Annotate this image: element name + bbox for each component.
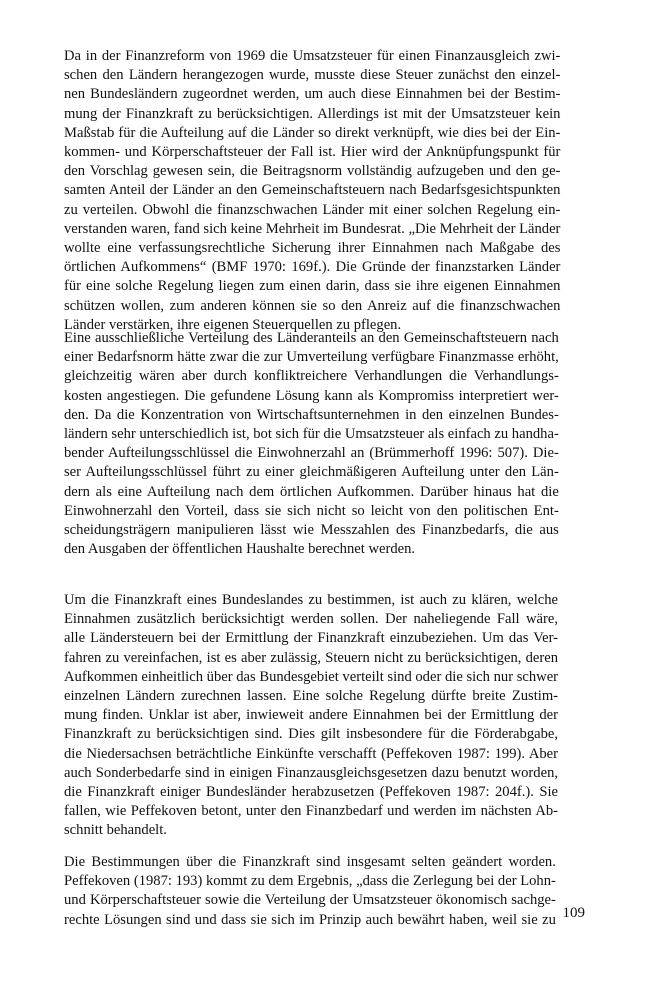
text-line: gleichzeitig wären aber durch konfliktreichere Verhandlungen die Verhandlungs- — [64, 368, 559, 385]
text-line: schnitt behandelt. — [64, 822, 167, 839]
text-line: verstanden waren, fand sich keine Mehrheit im Bundesrat. „Die Mehrheit der Länder — [64, 220, 561, 237]
text-line: Maßstab für die Aufteilung auf die Länder so direkt verknüpft, wie dies bei der Ein- — [64, 124, 561, 141]
text-line: Einwohnerzahl den Vorteil, dass sie sich nicht so leicht von den politischen Ent- — [64, 502, 559, 519]
text-line: alle Ländersteuern bei der Ermittlung der Finanzkraft einzubeziehen. Um das Ver- — [64, 630, 559, 647]
paragraph-3 — [64, 591, 558, 841]
text-line: Die Bestimmungen über die Finanzkraft sind insgesamt selten geändert worden. — [64, 854, 556, 870]
text-line: scheidungsträgern manipulieren lässt wie Messzahlen des Finanzbedarfs, die aus — [64, 522, 559, 539]
text-line: und Körperschaftsteuer sowie die Verteilung der Umsatzsteuer ökonomisch sachge- — [64, 892, 556, 909]
text-line: fahren zu vereinfachen, ist es aber zulässig, Steuern nicht zu berücksichtigen, deren — [64, 649, 559, 666]
text-line: samten Anteil der Länder an den Gemeinschaftsteuern nach Bedarfsgesichtspunkten — [64, 182, 561, 199]
text-line: Peffekoven (1987: 193) kommt zu dem Ergebnis, „dass die Zerlegung bei der Lohn- — [64, 873, 556, 890]
paragraph-1 — [64, 47, 560, 335]
text-line: Um die Finanzkraft eines Bundeslandes zu bestimmen, ist auch zu klären, welche — [64, 592, 559, 608]
text-line: Länder verstärken, ihre eigenen Steuerquellen zu pflegen. — [64, 316, 402, 333]
text-line: den. Da die Konzentration von Wirtschaftsunternehmen in den einzelnen Bundes- — [64, 406, 559, 423]
text-line: ser Aufteilungsschlüssel führt zu einer gleichmäßigeren Aufteilung unter den Län- — [64, 464, 559, 481]
text-line: Eine ausschließliche Verteilung des Länderanteils an den Gemeinschaftsteuern nach — [64, 330, 559, 346]
paragraph-2 — [64, 329, 559, 559]
text-line: wollte eine verfassungsrechtliche Sicherung ihrer Einnahmen nach Maßgabe des — [64, 240, 561, 257]
text-line: örtlichen Aufkommens“ (BMF 1970: 169f.). Die Gründe der finanzstarken Länder — [64, 259, 561, 276]
text-line: ländern sehr unterschiedlich ist, bot sich für die Umsatzsteuer als einfach zu handha- — [64, 426, 559, 443]
text-line: für eine solche Regelung liegen zum einen darin, dass sie ihre eigenen Einnahmen — [64, 278, 561, 295]
text-line: fallen, wie Peffekoven betont, unter den Finanzbedarf und werden im nächsten Ab- — [64, 803, 559, 820]
text-line: dern als eine Aufteilung nach dem örtlichen Aufkommen. Darüber hinaus hat die — [64, 483, 559, 500]
text-line: schen den Ländern herangezogen wurde, musste diese Steuer zunächst den einzel- — [64, 67, 561, 84]
text-line: einzelnen Ländern zurechnen lassen. Eine solche Regelung dürfte breite Zustim- — [64, 688, 559, 705]
text-line: schützen wollen, zum anderen können sie so den Anreiz auf die finanzschwachen — [64, 297, 561, 314]
text-line: Aufkommen einheitlich über das Bundesgebiet verteilt sind oder die sich nur schwer — [64, 668, 559, 685]
text-line: zu verteilen. Obwohl die finanzschwachen Länder mit einer solchen Regelung ein- — [64, 201, 561, 218]
text-line: die Niedersachsen beträchtliche Einkünfte verschafft (Peffekoven 1987: 199). Aber — [64, 745, 559, 762]
text-line: kosten angestiegen. Die gefundene Lösung kann als Kompromiss interpretiert wer- — [64, 387, 559, 404]
text-line: einer Bedarfsnorm hätte zwar die zur Umverteilung verfügbare Finanzmasse erhöht, — [64, 349, 559, 366]
page-number: 109 — [562, 905, 585, 921]
paragraph-4 — [64, 853, 556, 930]
text-line: kommen- und Körperschaftsteuer der Fall ist. Hier wird der Anknüpfungspunkt für — [64, 144, 561, 161]
text-line: auch Sonderbedarfe sind in einigen Finanzausgleichsgesetzen dazu benutzt worden, — [64, 764, 559, 781]
text-line: den Vorschlag gewesen sein, die Beitragsnorm vollständig aufzugeben und den ge- — [64, 163, 561, 180]
text-line: mung finden. Unklar ist aber, inwieweit andere Einnahmen bei der Ermittlung der — [64, 707, 559, 724]
text-line: den Ausgaben der öffentlichen Haushalte berechnet werden. — [64, 541, 416, 558]
text-line: mung der Finanzkraft zu berücksichtigen. Allerdings ist mit der Umsatzsteuer kein — [64, 105, 561, 122]
text-line: Finanzkraft zu berücksichtigen sind. Dies gilt insbesondere für die Förderabgabe, — [64, 726, 559, 743]
text-line: die Finanzkraft einiger Bundesländer herabzusetzen (Peffekoven 1987: 204f.). Sie — [64, 784, 559, 801]
text-line: nen Bundesländern zugeordnet werden, um auch diese Einnahmen bei der Bestim- — [64, 86, 561, 103]
text-line: rechte Lösungen sind und dass sie sich im Prinzip auch bewährt haben, weil sie zu — [64, 911, 556, 928]
text-line: bender Aufteilungsschlüssel die Einwohnerzahl an (Brümmerhoff 1996: 507). Die- — [64, 445, 559, 462]
text-line: Da in der Finanzreform von 1969 die Umsatzsteuer für einen Finanzausgleich zwi- — [64, 48, 561, 64]
text-line: Einnahmen zusätzlich berücksichtigt werden sollen. Der naheliegende Fall wäre, — [64, 611, 559, 628]
